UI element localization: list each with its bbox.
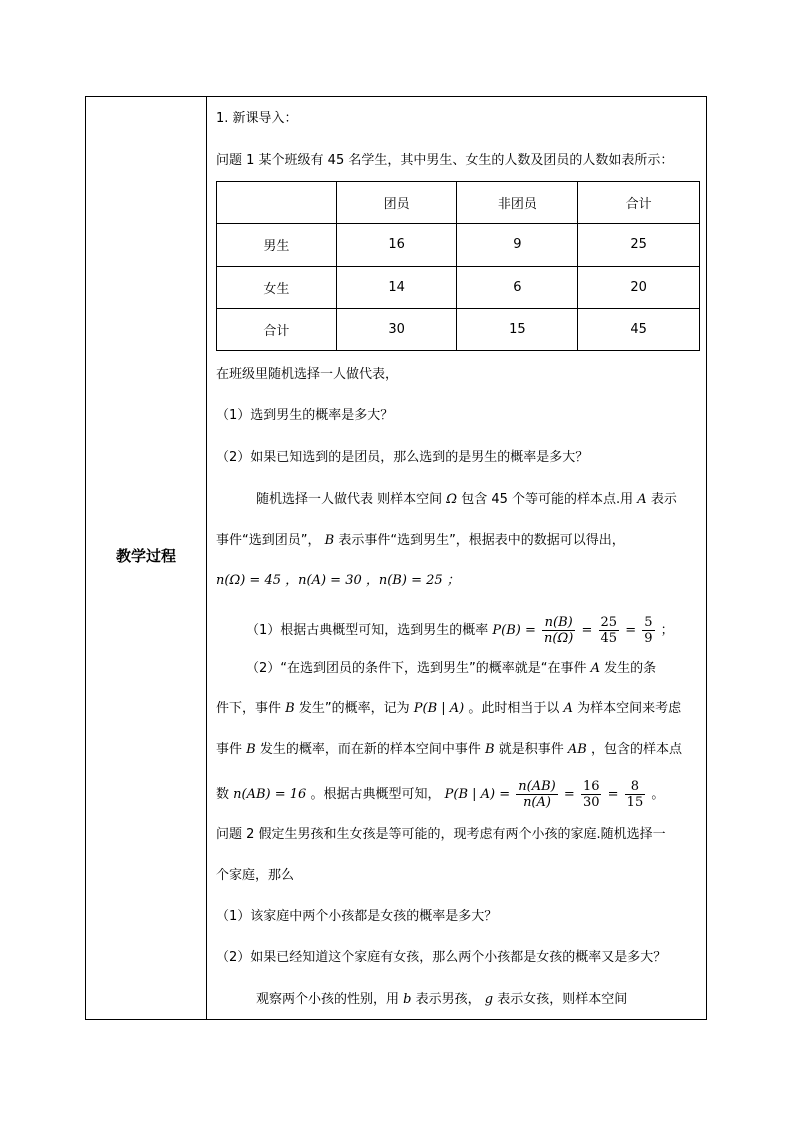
math-pb-lhs: P(B) = [492, 623, 536, 638]
table-cell: 9 [457, 224, 578, 266]
fraction-denominator: n(Ω) [544, 631, 574, 646]
fraction-numerator: 5 [644, 615, 653, 630]
fraction-numerator: 8 [625, 779, 646, 795]
math-b-boy: b [403, 992, 412, 1007]
math-g-girl: g [484, 992, 494, 1007]
fraction [599, 615, 620, 646]
math-a: A [590, 661, 601, 676]
math-b: B [485, 742, 495, 757]
text-span: 表示男孩， [415, 992, 481, 1007]
table-cell: 14 [336, 266, 457, 308]
math-a: A [637, 492, 647, 507]
table-cell: 6 [457, 266, 578, 308]
paragraph-sample-space [256, 491, 677, 509]
math-b: B [285, 701, 295, 716]
math-pba: P(B | A) [413, 701, 465, 716]
math-pba-lhs: P(B | A) = [444, 787, 511, 802]
table-cell: 非团员 [457, 182, 578, 224]
fraction [625, 779, 646, 810]
table-cell: 45 [578, 308, 700, 350]
paragraph-probability-ba: 数 n(AB) = 16 。根据古典概型可知， P(B | A) = $\frac{n(AB)}{n(A)}$ = $\frac{16}{30}$ = $\frac{8}{15}$ 。 [216, 779, 665, 810]
table-cell: 男生 [217, 224, 337, 266]
table-cell: 16 [336, 224, 457, 266]
text-span: （1）根据古典概型可知，选到男生的概率 [246, 623, 489, 638]
fraction-numerator: n(AB) [518, 779, 556, 794]
text-span: 包含 45 个等可能的样本点.用 [461, 492, 634, 507]
column-divider [206, 96, 207, 1020]
fraction-numerator: 25 [600, 615, 618, 630]
text-span: 事件“选到团员”， [216, 533, 321, 548]
text-span: 件下，事件 [216, 701, 282, 716]
sub-question-2: （2）如果已知选到的是团员，那么选到的是男生的概率是多大？ [216, 450, 589, 465]
fraction-denominator: 30 [582, 795, 600, 810]
fraction-denominator: 15 [626, 795, 644, 810]
text-span: 就是积事件 [498, 742, 564, 757]
section-label: 教学过程 [115, 547, 176, 565]
q2-sub-question-1: （1）该家庭中两个小孩都是女孩的概率是多大？ [216, 909, 498, 924]
text-span: 随机选择一人做代表 则样本空间 [256, 492, 443, 507]
paragraph-random-select: 在班级里随机选择一人做代表， [216, 367, 399, 382]
table-cell: 30 [336, 308, 457, 350]
table-cell [217, 182, 337, 224]
q2-sub-question-2: （2）如果已经知道这个家庭有女孩，那么两个小孩都是女孩的概率又是多大？ [216, 950, 667, 965]
fraction [542, 615, 575, 646]
math-a: A [563, 701, 573, 716]
math-b: B [246, 742, 256, 757]
paragraph-probability-b: （1）根据古典概型可知，选到男生的概率 P(B) = $\frac{n(B)}{n(\Omega)}$ = $\frac{25}{45}$ = $\frac{5}{9}$ ； [246, 615, 674, 646]
text-span: 为样本空间来考虑 [577, 701, 682, 716]
text-span: 数 [216, 787, 230, 802]
table-cell: 团员 [336, 182, 457, 224]
heading-new-lesson: 1. 新课导入： [216, 111, 298, 126]
text-span: 。根据古典概型可知， [310, 787, 441, 802]
math-b: B [324, 533, 335, 548]
math-omega: Ω [446, 492, 458, 507]
text-span: ，包含的样本点 [590, 742, 682, 757]
table-cell: 女生 [217, 266, 337, 308]
fraction-denominator: n(A) [523, 795, 551, 810]
table-cell: 15 [457, 308, 578, 350]
question-2-text: 问题 2 假定生男孩和生女孩是等可能的，现考虑有两个小孩的家庭.随机选择一 [216, 827, 666, 842]
paragraph-events [216, 532, 625, 550]
counts-formula: n(Ω) = 45 ，n(A) = 30 ，n(B) = 25 ； [216, 573, 460, 588]
text-span: 表示 [650, 492, 677, 507]
paragraph-observe-gender [256, 991, 627, 1009]
text-span: 观察两个小孩的性别，用 [256, 992, 400, 1007]
text-span: 事件 [216, 742, 243, 757]
table-row [217, 182, 700, 224]
text-span: 表示女孩，则样本空间 [497, 992, 628, 1007]
text-span: 发生的条 [604, 661, 657, 676]
fraction [642, 615, 654, 646]
student-table [216, 181, 700, 351]
question-1-text: 问题 1 某个班级有 45 名学生，其中男生、女生的人数及团员的人数如表所示： [216, 153, 674, 168]
text-span: 发生”的概率，记为 [298, 701, 410, 716]
fraction [581, 779, 602, 810]
question-2-continued: 个家庭，那么 [216, 868, 295, 883]
table-row [217, 308, 700, 350]
text-span: 。此时相当于以 [468, 701, 560, 716]
sub-question-1: （1）选到男生的概率是多大？ [216, 408, 394, 423]
table-cell: 合计 [578, 182, 700, 224]
table-cell: 合计 [217, 308, 337, 350]
fraction-numerator: n(B) [542, 615, 575, 631]
fraction-denominator: 9 [644, 631, 653, 646]
paragraph-notation [216, 700, 681, 718]
text-span: 发生的概率，而在新的样本空间中事件 [259, 742, 481, 757]
fraction [516, 779, 557, 810]
math-ab: AB [567, 742, 587, 757]
text-span: （2）“在选到团员的条件下，选到男生”的概率就是“在事件 [246, 661, 587, 676]
paragraph-new-sample-space [216, 741, 682, 759]
table-cell: 20 [578, 266, 700, 308]
table-row [217, 224, 700, 266]
paragraph-conditional [246, 660, 656, 678]
fraction-numerator: 16 [582, 779, 600, 794]
fraction-denominator: 45 [600, 631, 618, 646]
table-row [217, 266, 700, 308]
text-span: 表示事件“选到男生”，根据表中的数据可以得出， [338, 533, 625, 548]
table-cell: 25 [578, 224, 700, 266]
math-nab: n(AB) = 16 [233, 787, 307, 802]
